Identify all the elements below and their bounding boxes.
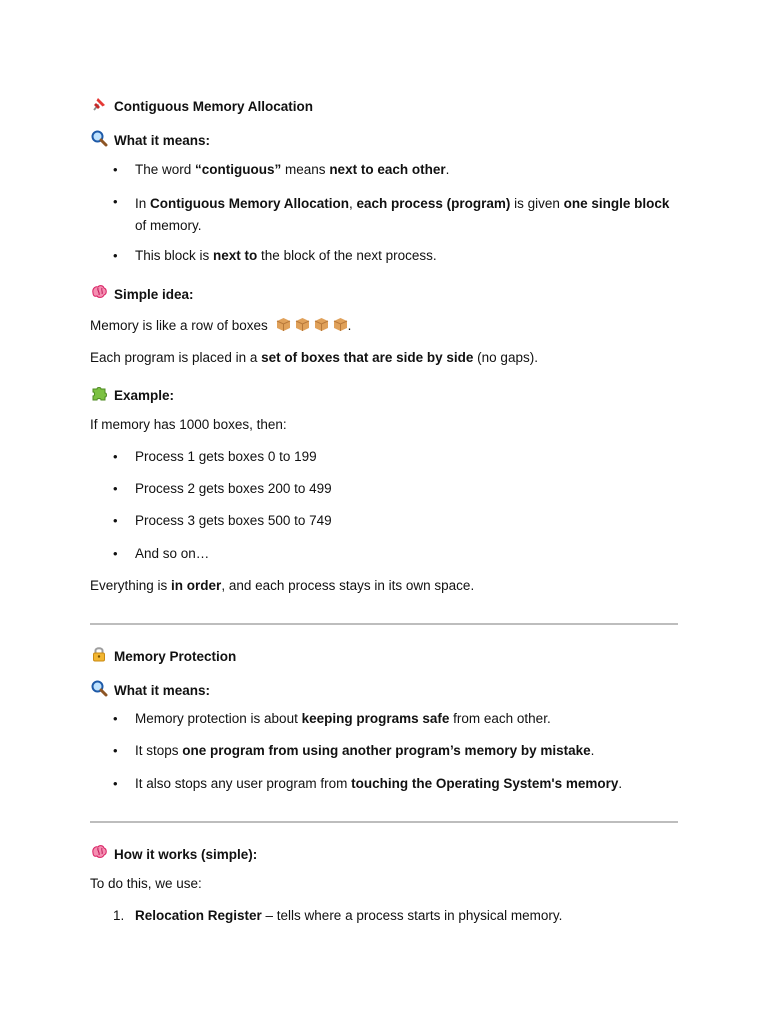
contiguous-title: Contiguous Memory Allocation: [114, 99, 313, 114]
paragraph: Everything is in order, and each process stays in its own space.: [90, 578, 475, 593]
subheading: What it means:: [90, 679, 210, 698]
list-number: 1.: [113, 908, 125, 923]
package-icon: [333, 317, 348, 335]
bullet-dot: •: [113, 449, 118, 464]
horizontal-rule: [90, 821, 678, 823]
package-icon: [314, 317, 329, 335]
subheading: Example:: [90, 384, 174, 403]
pushpin-icon: [90, 95, 108, 113]
paragraph: To do this, we use:: [90, 876, 202, 891]
list-item: Memory protection is about keeping programs safe from each other.: [135, 711, 551, 726]
bullet-dot: •: [113, 776, 118, 791]
list-item: Process 2 gets boxes 200 to 499: [135, 481, 332, 496]
paragraph: Memory is like a row of boxes .: [90, 318, 352, 333]
bullet-dot: •: [113, 711, 118, 726]
section-title: [90, 95, 313, 114]
bullet-dot: •: [113, 743, 118, 758]
paragraph: Each program is placed in a set of boxes that are side by side (no gaps).: [90, 350, 538, 365]
list-item: It stops one program from using another program’s memory by mistake.: [135, 743, 595, 758]
list-item: Process 3 gets boxes 500 to 749: [135, 513, 332, 528]
section-title: [90, 645, 236, 664]
list-item: Process 1 gets boxes 0 to 199: [135, 449, 317, 464]
list-item: It also stops any user program from touching the Operating System's memory.: [135, 776, 623, 791]
horizontal-rule: [90, 623, 678, 625]
package-icon: [295, 317, 310, 335]
bullet-dot: •: [113, 248, 118, 263]
subheading: What it means:: [90, 129, 210, 148]
subheading: Simple idea:: [90, 283, 194, 302]
package-icon: [276, 317, 291, 335]
bullet-dot: •: [113, 481, 118, 496]
bullet-dot: •: [113, 162, 118, 177]
lock-icon: [90, 645, 108, 663]
list-item: The word “contiguous” means next to each other.: [135, 162, 450, 177]
list-item: And so on…: [135, 546, 210, 561]
bullet-dot: •: [113, 513, 118, 528]
list-item: In Contiguous Memory Allocation, each process (program) is given one single block of memory.: [135, 196, 670, 233]
protection-title: Memory Protection: [114, 649, 237, 664]
bullet-dot: •: [113, 546, 118, 561]
brain-icon: [90, 283, 108, 301]
magnifier-icon: [90, 679, 108, 697]
magnifier-icon: [90, 129, 108, 147]
paragraph: If memory has 1000 boxes, then:: [90, 417, 287, 432]
bullet-dot: •: [113, 194, 118, 209]
puzzle-icon: [90, 384, 108, 402]
list-item: Relocation Register – tells where a process starts in physical memory.: [135, 908, 563, 923]
subheading: How it works (simple):: [90, 843, 257, 862]
list-item: This block is next to the block of the next process.: [135, 248, 437, 263]
brain-icon: [90, 843, 108, 861]
